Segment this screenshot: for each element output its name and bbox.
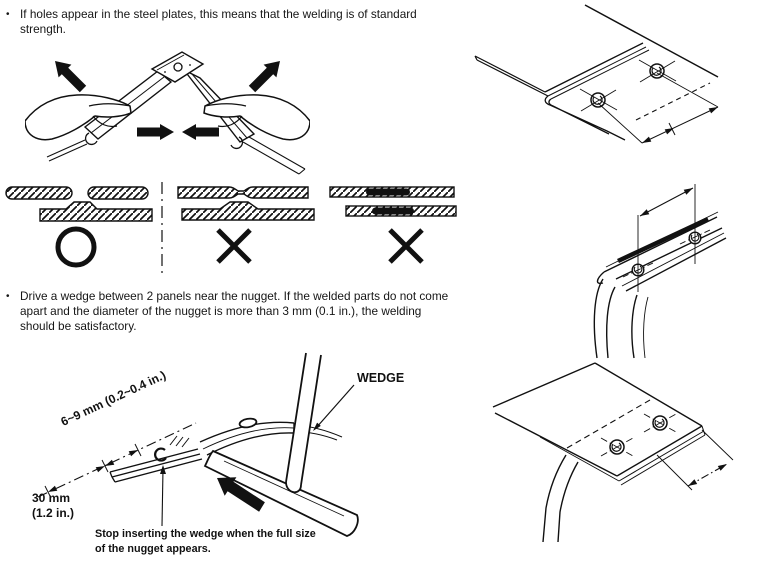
plate-edge-figure (480, 358, 765, 543)
bullet-1-text (20, 7, 417, 37)
spot-weld-marks (601, 414, 676, 456)
inward-arrow-left-icon (137, 124, 174, 140)
weld-section-bad-neck (178, 187, 314, 262)
peel-test-figure (25, 45, 310, 175)
hands-peel-test-illustration (25, 52, 310, 174)
wedge-test-figure (10, 345, 410, 570)
panel-outline (493, 363, 705, 485)
bullet-2-text (20, 289, 448, 334)
panel-outline (475, 5, 718, 140)
bullet-2-line-1: Drive a wedge between 2 panels near the nugget. If the welded parts do not come (20, 289, 449, 303)
pull-arrow-up-right-icon (249, 61, 280, 92)
bullet-marker: • (6, 291, 10, 302)
wedge-tool (205, 353, 358, 536)
wedge-caption-line2: of the nugget appears. (95, 543, 211, 555)
bullet-2-line-3: should be satisfactory. (20, 319, 137, 333)
wedge-caption-line1: Stop inserting the wedge when the full size (95, 528, 316, 540)
channel-legs (594, 272, 648, 358)
flange-joint-figure (540, 175, 765, 360)
instruction-bullet-1 (0, 7, 460, 37)
pull-arrow-up-left-icon (55, 61, 86, 92)
right-hand (204, 95, 310, 140)
left-hand (25, 95, 131, 140)
weld-quality-examples-figure (0, 178, 460, 280)
wedge-label: WEDGE (357, 371, 405, 385)
dimension-lines (38, 423, 196, 498)
dimension-lines (598, 73, 718, 143)
caption-leader (160, 465, 166, 526)
wedge-label-leader (313, 385, 354, 431)
tear-hatch-marks (170, 436, 189, 447)
flange-rail (604, 212, 726, 291)
instruction-bullet-2 (0, 289, 470, 334)
dimension-lines (657, 430, 733, 490)
bullet-1-line-1: If holes appear in the steel plates, this means that the welding is of standard (20, 7, 417, 21)
bullet-2-line-2: apart and the diameter of the nugget is more than 3 mm (0.1 in.), the welding (20, 304, 422, 318)
fail-cross-symbol (218, 230, 250, 262)
fail-cross-symbol (390, 230, 422, 262)
weld-section-bad-stick (330, 187, 456, 262)
weld-centerline-dashed (567, 400, 650, 448)
nugget-hole-mark (239, 417, 257, 428)
lap-joint-panel-figure (460, 0, 765, 172)
bullet-1-line-2: strength. (20, 22, 66, 36)
ok-circle-symbol (58, 229, 94, 265)
flange-leg (543, 455, 578, 542)
bullet-marker: • (6, 9, 10, 20)
weld-section-good (6, 187, 152, 265)
inward-arrow-right-icon (182, 124, 219, 140)
edge-distance-label-line1: 30 mm (32, 491, 71, 505)
edge-distance-label-line2: (1.2 in.) (32, 506, 75, 520)
pitch-dimension-label: 6~9 mm (0.2~0.4 in.) (58, 367, 168, 429)
